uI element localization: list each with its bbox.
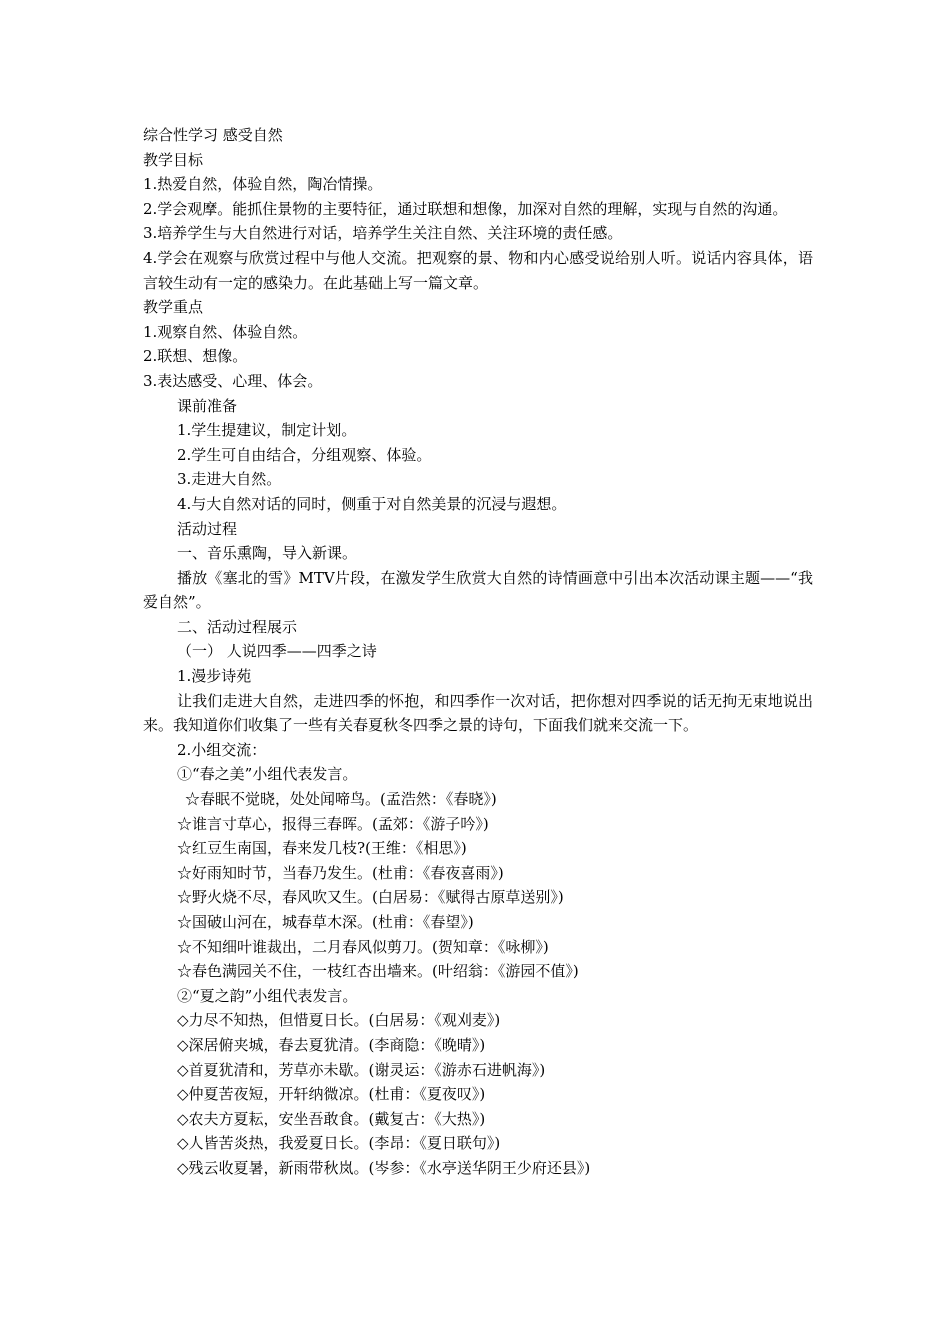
document-title: 综合性学习 感受自然 bbox=[143, 126, 283, 144]
walk-text: 让我们走进大自然，走进四季的怀抱，和四季作一次对话，把你想对四季说的话无拘无束地说出来。我知道你们收集了一些有关春夏秋冬四季之景的诗句，下面我们就来交流一下。 bbox=[143, 691, 813, 735]
summer-heading: ②“夏之韵”小组代表发言。 bbox=[177, 986, 358, 1005]
goal-item: 3.培养学生与大自然进行对话，培养学生关注自然、关注环境的责任感。 bbox=[143, 224, 623, 243]
spring-poem-line: ☆春眠不觉晓，处处闻啼鸟。(孟浩然：《春晓》) bbox=[185, 790, 497, 809]
spring-poem-line: ☆谁言寸草心，报得三春晖。(孟郊：《游子吟》) bbox=[177, 814, 489, 833]
focus-item: 3.表达感受、心理、体会。 bbox=[143, 371, 323, 390]
summer-poem-line: ◇仲夏苦夜短，开轩纳微凉。(杜甫：《夏夜叹》) bbox=[177, 1085, 486, 1104]
summer-poem-line: ◇力尽不知热，但惜夏日长。(白居易：《观刈麦》) bbox=[177, 1011, 501, 1030]
spring-poem-line: ☆春色满园关不住，一枝红杏出墙来。(叶绍翁：《游园不值》) bbox=[177, 962, 579, 981]
walk-heading: 1.漫步诗苑 bbox=[177, 667, 252, 686]
step1-heading: 一、音乐熏陶，导入新课。 bbox=[177, 544, 358, 563]
focus-heading: 教学重点 bbox=[143, 298, 204, 317]
process-heading: 活动过程 bbox=[177, 519, 238, 538]
spring-poem-line: ☆红豆生南国，春来发几枝?(王维：《相思》) bbox=[177, 839, 467, 858]
prep-heading: 课前准备 bbox=[177, 396, 238, 415]
goal-item: 2.学会观摩。能抓住景物的主要特征，通过联想和想像，加深对自然的理解，实现与自然的沟通。 bbox=[143, 199, 788, 218]
summer-poem-line: ◇人皆苦炎热，我爱夏日长。(李昂：《夏日联句》) bbox=[177, 1134, 501, 1153]
spring-poem-line: ☆国破山河在，城春草木深。(杜甫：《春望》) bbox=[177, 913, 474, 931]
goal-item: 4.学会在观察与欣赏过程中与他人交流。把观察的景、物和内心感受说给别人听。说话内容具体，语言较生动有一定的感染力。在此基础上写一篇文章。 bbox=[143, 248, 813, 292]
goals-heading: 教学目标 bbox=[143, 150, 204, 169]
step2-heading: 二、活动过程展示 bbox=[177, 617, 298, 636]
step1-text: 播放《塞北的雪》MTV片段，在激发学生欣赏大自然的诗情画意中引出本次活动课主题——“我爱自然”。 bbox=[143, 568, 813, 612]
focus-item: 2.联想、想像。 bbox=[143, 347, 248, 366]
spring-heading: ①“春之美”小组代表发言。 bbox=[177, 765, 358, 784]
spring-poem-line: ☆好雨知时节，当春乃发生。(杜甫：《春夜喜雨》) bbox=[177, 863, 504, 882]
summer-poem-line: ◇农夫方夏耘，安坐吾敢食。(戴复古：《大热》) bbox=[177, 1109, 486, 1128]
focus-item: 1.观察自然、体验自然。 bbox=[143, 322, 308, 341]
group-heading: 2.小组交流： bbox=[177, 740, 267, 759]
sub1-heading: （一） 人说四季——四季之诗 bbox=[177, 642, 377, 661]
spring-poem-line: ☆不知细叶谁裁出，二月春风似剪刀。(贺知章：《咏柳》) bbox=[177, 937, 549, 956]
goal-item: 1.热爱自然，体验自然，陶冶情操。 bbox=[143, 175, 383, 194]
prep-item: 4.与大自然对话的同时，侧重于对自然美景的沉浸与遐想。 bbox=[177, 494, 567, 513]
prep-item: 1.学生提建议，制定计划。 bbox=[177, 421, 357, 440]
prep-item: 3.走进大自然。 bbox=[177, 470, 282, 489]
summer-poem-line: ◇残云收夏暑，新雨带秋岚。(岑参：《水亭送华阴王少府还县》) bbox=[177, 1158, 591, 1177]
summer-poem-line: ◇首夏犹清和，芳草亦未歇。(谢灵运：《游赤石进帆海》) bbox=[177, 1060, 546, 1079]
prep-item: 2.学生可自由结合，分组观察、体验。 bbox=[177, 445, 432, 464]
summer-poem-line: ◇深居俯夹城，春去夏犹清。(李商隐：《晚晴》) bbox=[177, 1035, 486, 1054]
spring-poem-line: ☆野火烧不尽，春风吹又生。(白居易：《赋得古原草送别》) bbox=[177, 888, 564, 907]
document-body bbox=[143, 123, 813, 1181]
